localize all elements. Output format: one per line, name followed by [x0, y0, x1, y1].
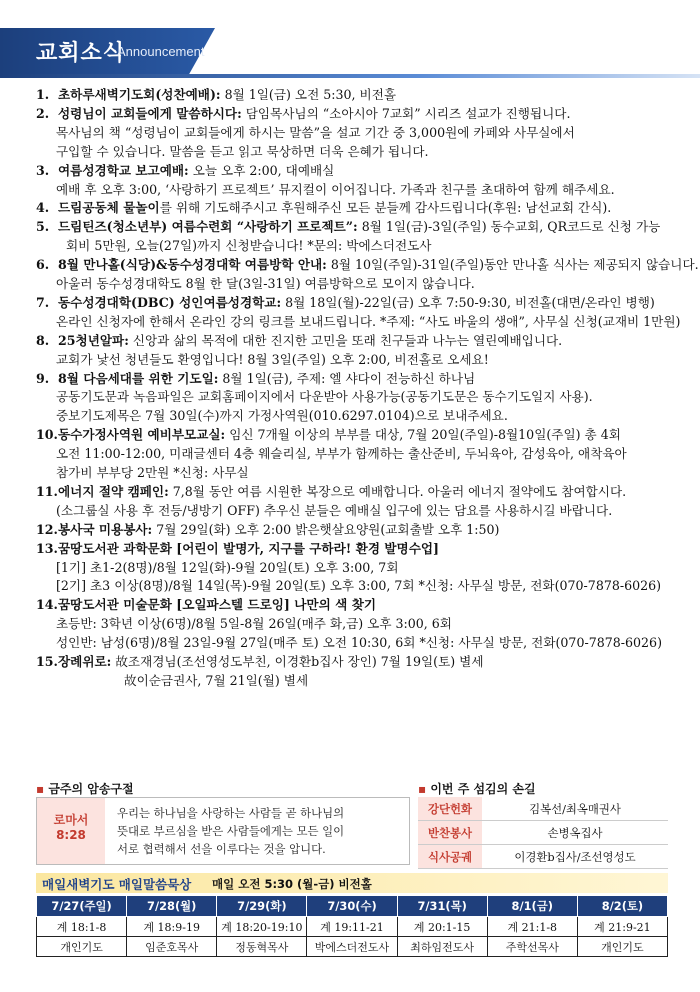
item-text: 8월 1일(금)-3일(주일) 동수교회, QR코드로 신청 가능: [357, 219, 661, 235]
item-continuation: 아울러 동수성경대학도 8월 한 달(3일-31일) 여름방학으로 모이지 않습니다.: [56, 276, 475, 291]
schedule-leaders-row: [37, 937, 668, 957]
item-title: 동수가정사역원 예비부모교실:: [58, 427, 226, 443]
item-number: 1.: [36, 87, 50, 102]
item-title: 여름성경학교 보고예배:: [58, 162, 189, 178]
item-title: 동수성경대학(DBC) 성인여름성경학교:: [58, 294, 282, 310]
dawn-prayer-time: 매일 오전 5:30 (월-금) 비전홀: [212, 877, 372, 891]
item-text: 담임목사님의 “소아시아 7교회” 시리즈 설교가 진행됩니다.: [241, 105, 571, 121]
schedule-day-cell: 7/31(목): [397, 896, 487, 917]
schedule-leader-cell: 개인기도: [577, 937, 667, 957]
item-continuation: [2기] 초3 이상(8명)/8월 14일(목)-9월 20일(토) 오후 3:00, 7회 *신청: 사무실 방문, 전화(070-7878-6026): [56, 578, 662, 594]
announcement-item: [36, 86, 696, 104]
schedule-leader-cell: 임준호목사: [127, 937, 217, 957]
item-title: 초하루새벽기도회(성찬예배):: [58, 87, 221, 102]
announcement-item: [36, 332, 696, 350]
schedule-passage-cell: 계 18:20-19:10: [217, 917, 307, 937]
schedule-leader-cell: 주학선목사: [487, 937, 577, 957]
item-text: 8월 18일(월)-22일(금) 오후 7:50-9:30, 비전홀(대면/온라인 병행): [281, 294, 655, 310]
schedule-day-cell: 8/1(금): [487, 896, 577, 917]
schedule-days-row: [37, 896, 668, 917]
service-table: [418, 797, 668, 869]
item-text: 신앙과 삶의 목적에 대한 진지한 고민을 또래 친구들과 나누는 열린예배입니다.: [128, 332, 563, 348]
item-title: 25청년알파:: [58, 332, 129, 348]
schedule-day-cell: 7/28(월): [127, 896, 217, 917]
item-continuation: 오전 11:00-12:00, 미래글센터 4층 웨슬리실, 부부가 함께하는 출산준비, 두뇌육아, 감성육아, 애착육아: [56, 446, 627, 462]
verse-box: [36, 797, 410, 865]
section-title: 교회소식: [36, 41, 126, 66]
service-heading: ▪ 이번 주 섬김의 손길: [418, 782, 536, 796]
announcement-item: [36, 370, 696, 388]
item-number: 13.: [36, 540, 58, 556]
schedule-leader-cell: 최하임전도사: [397, 937, 487, 957]
item-number: 5.: [36, 219, 50, 235]
item-continuation: 온라인 신청자에 한해서 온라인 강의 링크를 보내드립니다. *주제: “사도 바울의 생애”, 사무실 신청(교재비 1만원): [56, 313, 681, 329]
announcement-item: [36, 653, 696, 671]
item-title: 8월 다음세대를 위한 기도일:: [58, 370, 219, 386]
item-continuation: 공동기도문과 녹음파일은 교회홈페이지에서 다운받아 사용가능(공동기도문은 동수기도일지 사용).: [56, 389, 593, 405]
dawn-prayer-label: 매일새벽기도 매일말씀묵상: [42, 877, 192, 892]
item-title: 8월 만나홀(식당)&동수성경대학 여름방학 안내:: [58, 257, 327, 273]
item-number: 6.: [36, 257, 50, 273]
section-header: [0, 0, 700, 78]
schedule-passage-cell: 계 18:1-8: [37, 917, 127, 937]
item-continuation: 참가비 부부당 2만원 *신청: 사무실: [56, 465, 249, 480]
schedule-leader-cell: 개인기도: [37, 937, 127, 957]
item-title: 드림공동체 물놀이: [58, 200, 160, 216]
item-continuation: 예배 후 오후 3:00, ‘사랑하기 프로젝트’ 뮤지컬이 이어집니다. 가족과 친구를 초대하여 함께 해주세요.: [56, 181, 615, 197]
announcement-item: [36, 521, 696, 539]
schedule-day-cell: 8/2(토): [577, 896, 667, 917]
item-number: 9.: [36, 370, 50, 386]
announcement-item: [36, 162, 696, 180]
item-text: 7월 29일(화) 오후 2:00 밝은햇살요양원(교회출발 오후 1:50): [152, 521, 500, 537]
announcement-item: [36, 105, 696, 123]
item-title: 꿈땅도서관 미술문화 [오일파스텔 드로잉] 나만의 색 찾기: [58, 597, 377, 613]
item-continuation: 중보기도제목은 7월 30일(수)까지 가정사역원(010.6297.0104)으로 보내주세요.: [56, 408, 508, 424]
item-continuation: 회비 5만원, 오늘(27일)까지 신청받습니다! *문의: 박에스더전도사: [66, 238, 432, 254]
item-continuation: 구입할 수 있습니다. 말씀을 듣고 읽고 묵상하면 더욱 은혜가 됩니다.: [56, 143, 429, 159]
section-subtitle: Announcement: [117, 44, 205, 59]
announcement-item: [36, 483, 696, 501]
item-text: 를 위해 기도해주시고 후원해주신 모든 분들께 감사드립니다(후원: 남선교회 간식).: [159, 200, 612, 216]
schedule-passage-cell: 계 21:9-21: [577, 917, 667, 937]
header-underline: [0, 74, 700, 78]
verse-heading: ▪ 금주의 암송구절: [36, 782, 134, 796]
announcement-item: [36, 294, 696, 312]
item-title: 성령님이 교회들에게 말씀하시다:: [58, 105, 242, 121]
item-continuation: 교회가 낯선 청년들도 환영입니다! 8월 3일(주일) 오후 2:00, 비전홀로 오세요!: [56, 351, 489, 367]
item-continuation: (소그룹실 사용 후 전등/냉방기 OFF) 추우신 분들은 예배실 입구에 있는 담요를 사용하시길 바랍니다.: [56, 502, 613, 518]
service-row: 반찬봉사 손병옥집사: [418, 821, 668, 845]
item-continuation: [1기] 초1-2(8명)/8월 12일(화)-9월 20일(토) 오후 3:00, 7회: [56, 559, 399, 575]
announcement-item: [36, 199, 696, 217]
item-text: 임신 7개월 이상의 부부를 대상, 7월 20일(주일)-8월10일(주일) 총 4회: [225, 427, 621, 443]
dawn-schedule-table: [36, 895, 668, 957]
verse-text: 우리는 하나님을 사랑하는 사람들 곧 하나님의 뜻대로 부르심을 받은 사람들에게는 모든 일이 서로 협력해서 선을 이루다는 것을 압니다.: [117, 806, 345, 856]
announcement-item: [36, 218, 696, 236]
item-number: 7.: [36, 294, 50, 310]
item-text: 8월 1일(금) 오전 5:30, 비전홀: [220, 87, 397, 102]
item-title: 꿈땅도서관 과학문화 [어린이 발명가, 지구를 구하라! 환경 발명수업]: [58, 540, 439, 556]
item-title: 봉사국 미용봉사:: [58, 521, 153, 537]
item-title: 에너지 절약 캠페인:: [58, 483, 169, 499]
schedule-passage-cell: 계 18:9-19: [127, 917, 217, 937]
item-number: 8.: [36, 332, 50, 348]
announcement-item: [36, 426, 696, 444]
schedule-passage-cell: 계 19:11-21: [307, 917, 397, 937]
item-title: 장례위로:: [58, 654, 112, 669]
item-continuation: 성인반: 남성(6명)/8월 23일-9월 27일(매주 토) 오전 10:30, 6회 *신청: 사무실 방문, 전화(070-7878-6026): [56, 635, 662, 651]
schedule-leader-cell: 정동혁목사: [217, 937, 307, 957]
item-title: 드림틴즈(청소년부) 여름수련회 “사랑하기 프로젝트”:: [58, 219, 358, 235]
schedule-passage-cell: 계 20:1-15: [397, 917, 487, 937]
item-number: 12.: [36, 521, 58, 537]
schedule-passage-cell: 계 21:1-8: [487, 917, 577, 937]
schedule-day-cell: 7/29(화): [217, 896, 307, 917]
item-continuation: 초등반: 3학년 이상(6명)/8월 5일-8월 26일(매주 화,금) 오후 3:00, 6회: [56, 616, 452, 632]
schedule-day-cell: 7/30(수): [307, 896, 397, 917]
announcement-item: [36, 540, 696, 558]
schedule-day-cell: 7/27(주일): [37, 896, 127, 917]
item-number: 15.: [36, 654, 58, 669]
item-number: 3.: [36, 162, 50, 178]
item-text: 故조재경님(조선영성도부친, 이경환b집사 장인) 7월 19일(토) 별세: [111, 654, 484, 669]
item-number: 4.: [36, 200, 50, 216]
item-text: 8월 1일(금), 주제: 엘 샤다이 전능하신 하나님: [218, 370, 476, 386]
verse-reference: 로마서 8:28: [37, 798, 105, 864]
item-text: 8월 10일(주일)-31일(주일)동안 만나홀 식사는 제공되지 않습니다.: [326, 257, 699, 273]
schedule-passages-row: [37, 917, 668, 937]
item-number: 11.: [36, 483, 58, 499]
service-row: 강단헌화 김복선/최옥매권사: [418, 797, 668, 821]
announcement-item: [36, 596, 696, 614]
schedule-leader-cell: 박에스더전도사: [307, 937, 397, 957]
item-number: 2.: [36, 105, 50, 121]
service-row: 식사공궤 이경환b집사/조선영성도: [418, 845, 668, 869]
item-number: 14.: [36, 597, 58, 613]
item-number: 10.: [36, 427, 58, 443]
item-text: 7,8월 동안 여름 시원한 복장으로 예배합니다. 아울러 에너지 절약에도 참여합시다.: [168, 483, 627, 499]
item-continuation: 故이순금권사, 7월 21일(월) 별세: [124, 672, 309, 688]
item-text: 오늘 오후 2:00, 대예배실: [188, 162, 335, 178]
announcement-item: [36, 256, 699, 274]
item-continuation: 목사님의 책 “성령님이 교회들에게 하시는 말씀”을 설교 기간 중 3,000원에 카페와 사무실에서: [56, 124, 575, 140]
